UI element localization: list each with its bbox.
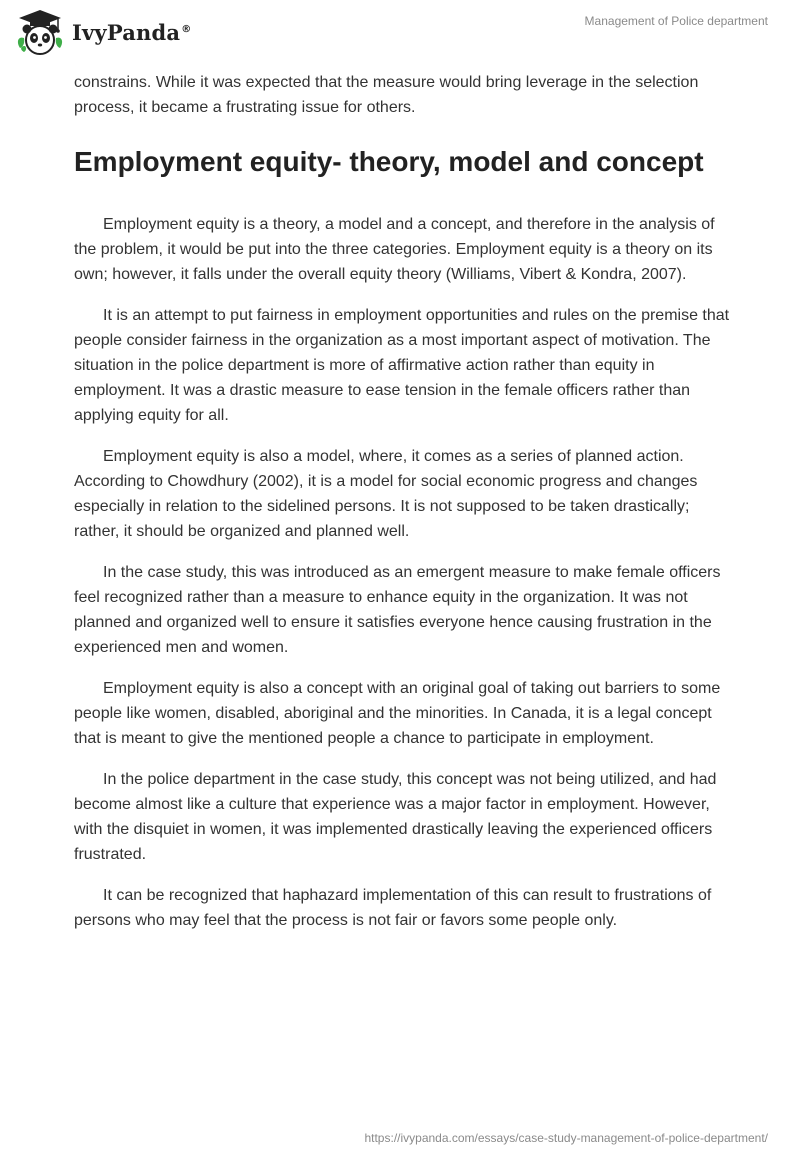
paragraph: In the police department in the case study, this concept was not being utilized, and had become almost like a culture that experience was a major factor in employment. However, with the disquiet in women, it was implemented drastically leaving the experienced officers frustrated. <box>74 771 717 863</box>
paragraph: Employment equity is a theory, a model and a concept, and therefore in the analysis of the problem, it would be put into the three categories. Employment equity is a theory on its own; however, it falls under the overall equity theory (Williams, Vibert & Kondra, 2007). <box>74 216 715 283</box>
article-body <box>74 70 734 949</box>
document-title: Management of Police department <box>584 14 768 28</box>
paragraph: Employment equity is also a concept with an original goal of taking out barriers to some people like women, disabled, aboriginal and the minorities. In Canada, it is a legal concept that is meant to give the mentioned people a chance to participate in employment. <box>74 680 721 747</box>
section-heading: Employment equity- theory, model and concept <box>74 146 704 177</box>
paragraph: It can be recognized that haphazard implementation of this can result to frustrations of persons who may feel that the process is not fair or favors some people only. <box>74 887 712 929</box>
source-url[interactable]: https://ivypanda.com/essays/case-study-management-of-police-department/ <box>364 1131 768 1145</box>
paragraph: Employment equity is also a model, where, it comes as a series of planned action. According to Chowdhury (2002), it is a model for social economic progress and changes especially in relation to the sidelined persons. It is not supposed to be taken drastically; rather, it should be organized and planned well. <box>74 448 698 540</box>
brand-name-text: IvyPanda <box>72 19 181 45</box>
intro-paragraph: constrains. While it was expected that the measure would bring leverage in the selection process, it became a frustrating issue for others. <box>74 74 699 116</box>
panda-graduate-icon <box>14 8 66 56</box>
page-header <box>0 0 800 62</box>
paragraph: It is an attempt to put fairness in employment opportunities and rules on the premise that people consider fairness in the organization as a most important aspect of motivation. The situation in the police department is more of affirmative action rather than equity in employment. It was a drastic measure to ease tension in the female officers rather than applying equity for all. <box>74 307 730 424</box>
brand-name <box>72 20 191 45</box>
registered-mark: ® <box>181 23 192 35</box>
paragraph: In the case study, this was introduced as an emergent measure to make female officers feel recognized rather than a measure to enhance equity in the organization. It was not planned and organized well to ensure it satisfies everyone hence causing frustration in the experienced men and women. <box>74 564 721 656</box>
ivypanda-logo[interactable] <box>14 8 191 56</box>
